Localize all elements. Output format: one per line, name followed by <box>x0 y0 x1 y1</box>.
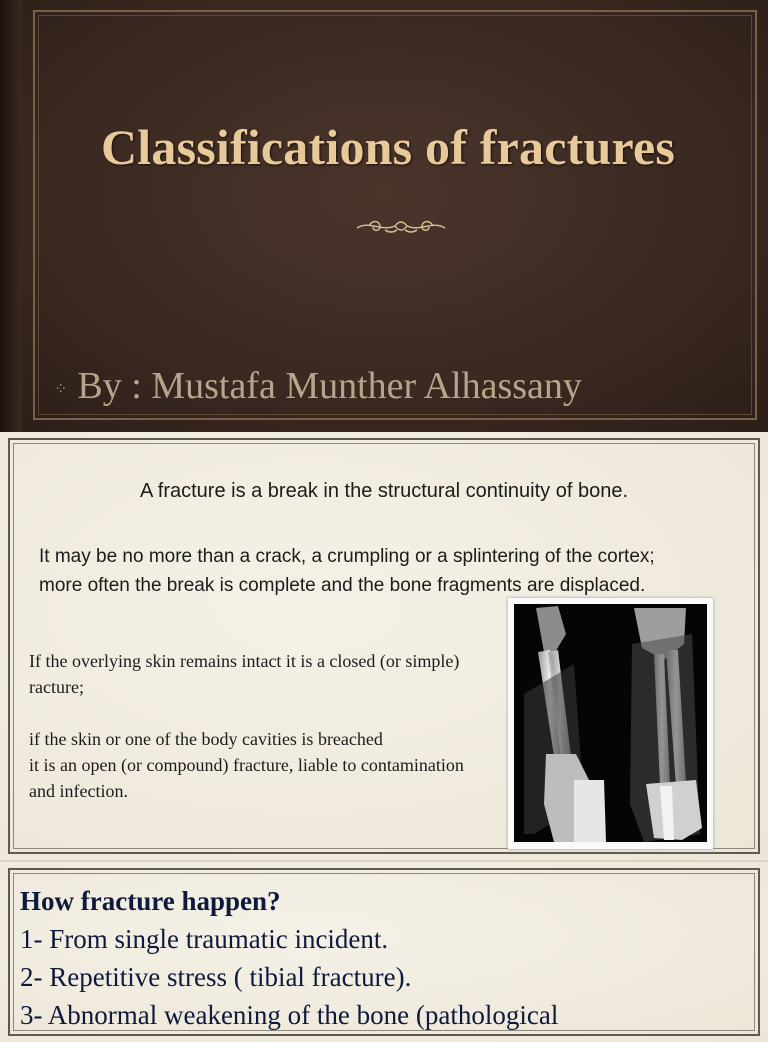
closed-fracture-text: If the overlying skin remains intact it is a closed (or simple) racture; <box>29 651 460 697</box>
open-fracture-text-1: if the skin or one of the body cavities is breached <box>29 729 383 749</box>
ornament-icon <box>355 214 447 238</box>
list-item: 3- Abnormal weakening of the bone (pathological <box>20 1000 559 1030</box>
book-spine <box>0 0 22 432</box>
forearm-xray-image <box>508 598 713 849</box>
bullet-icon: ⁘ <box>54 381 68 399</box>
xray-bones-icon <box>514 604 707 842</box>
mechanism-list <box>20 882 760 1034</box>
crack-description: It may be no more than a crack, a crumpling or a splintering of the cortex; more often the break is complete and the bone fragments are displaced. <box>39 546 655 596</box>
open-fracture-text-2: it is an open (or compound) fracture, liable to contamination and infection. <box>29 755 464 801</box>
author-byline <box>54 364 754 408</box>
mechanism-slide <box>0 862 768 1042</box>
list-item: 1- From single traumatic incident. <box>20 924 389 954</box>
slide-title: Classifications of fractures <box>100 119 676 175</box>
mechanism-heading: How fracture happen? <box>20 886 281 916</box>
title-slide <box>0 0 768 432</box>
list-item: 2- Repetitive stress ( tibial fracture). <box>20 962 412 992</box>
author-byline-text: By : Mustafa Munther Alhassany <box>77 365 582 407</box>
fracture-definition: A fracture is a break in the structural continuity of bone. <box>139 480 629 502</box>
skin-description <box>29 648 469 804</box>
definition-slide <box>0 432 768 860</box>
